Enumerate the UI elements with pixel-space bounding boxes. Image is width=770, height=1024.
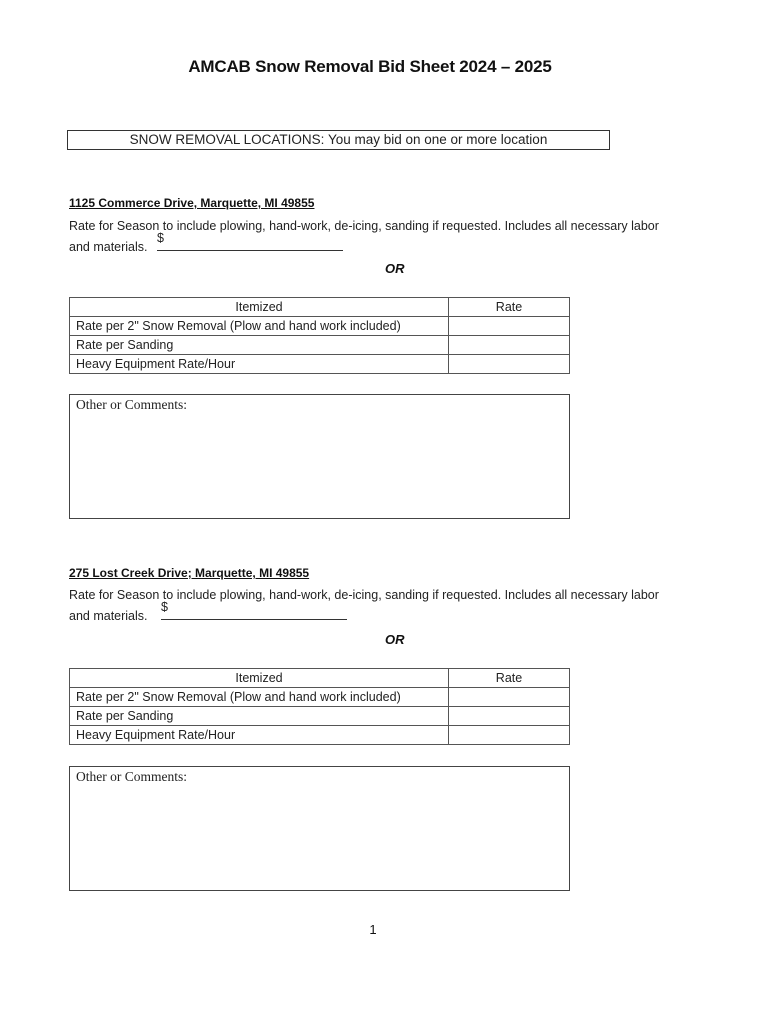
season-rate-input[interactable] (157, 231, 343, 251)
item-label: Rate per Sanding (70, 707, 449, 726)
table-header-row (70, 669, 570, 688)
season-rate-line-1: Rate for Season to include plowing, hand-work, de-icing, sanding if requested. Includes all necessary labor (69, 219, 659, 233)
rate-cell[interactable] (449, 355, 570, 374)
header-rate: Rate (449, 298, 570, 317)
itemized-rate-table (69, 297, 570, 374)
table-row (70, 688, 570, 707)
season-rate-text (69, 216, 679, 258)
page-title: AMCAB Snow Removal Bid Sheet 2024 – 2025 (188, 57, 552, 76)
header-rate: Rate (449, 669, 570, 688)
season-rate-line-2 (69, 600, 679, 627)
season-rate-input[interactable] (161, 600, 347, 620)
item-label: Heavy Equipment Rate/Hour (70, 726, 449, 745)
season-rate-text (69, 585, 679, 627)
header-itemized: Itemized (70, 669, 449, 688)
dollar-sign: $ (161, 600, 168, 614)
table-row (70, 726, 570, 745)
season-rate-line-2 (69, 231, 679, 258)
comments-label: Other or Comments: (76, 397, 187, 412)
season-rate-line-2-text: and materials. (69, 609, 148, 623)
table-row (70, 317, 570, 336)
or-label: OR (385, 632, 405, 647)
item-label: Rate per 2" Snow Removal (Plow and hand work included) (70, 688, 449, 707)
season-rate-line-2-text: and materials. (69, 240, 148, 254)
locations-note: SNOW REMOVAL LOCATIONS: You may bid on one or more location (67, 130, 610, 150)
header-itemized: Itemized (70, 298, 449, 317)
rate-cell[interactable] (449, 707, 570, 726)
dollar-sign: $ (157, 231, 164, 245)
item-label: Rate per 2" Snow Removal (Plow and hand work included) (70, 317, 449, 336)
itemized-rate-table (69, 668, 570, 745)
address-heading: 275 Lost Creek Drive; Marquette, MI 49855 (69, 566, 310, 580)
table-row (70, 336, 570, 355)
page-number: 1 (369, 922, 377, 937)
comments-box[interactable] (69, 394, 570, 519)
or-label: OR (385, 261, 405, 276)
rate-cell[interactable] (449, 726, 570, 745)
rate-cell[interactable] (449, 317, 570, 336)
item-label: Heavy Equipment Rate/Hour (70, 355, 449, 374)
table-row (70, 707, 570, 726)
table-header-row (70, 298, 570, 317)
address-heading: 1125 Commerce Drive, Marquette, MI 49855 (69, 196, 315, 210)
rate-cell[interactable] (449, 688, 570, 707)
season-rate-line-1: Rate for Season to include plowing, hand-work, de-icing, sanding if requested. Includes all necessary labor (69, 588, 659, 602)
comments-box[interactable] (69, 766, 570, 891)
rate-cell[interactable] (449, 336, 570, 355)
table-row (70, 355, 570, 374)
item-label: Rate per Sanding (70, 336, 449, 355)
comments-label: Other or Comments: (76, 769, 187, 784)
